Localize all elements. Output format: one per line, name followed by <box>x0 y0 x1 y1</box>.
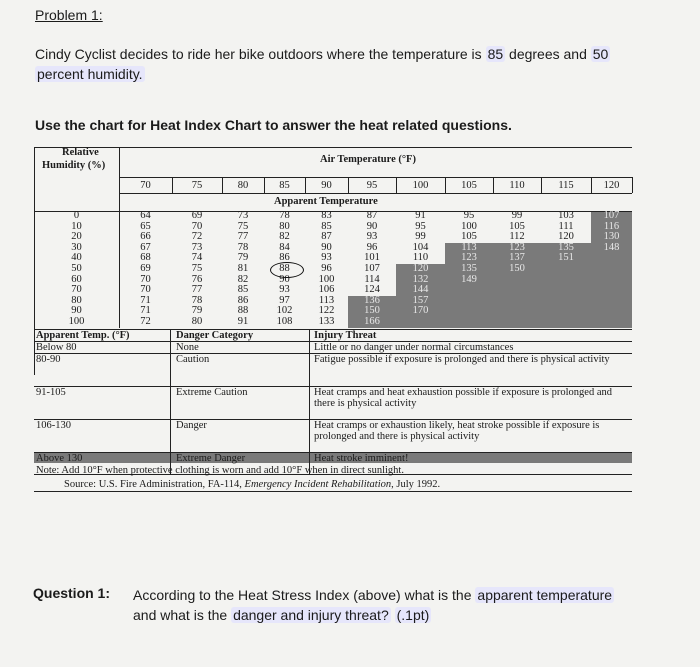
table-cell: 71 <box>140 294 151 306</box>
table-cell: 73 <box>237 210 249 221</box>
table-cell: 148 <box>603 241 620 253</box>
table-cell: 130 <box>603 231 620 243</box>
table-cell: 64 <box>140 210 151 221</box>
question-highlight-1: apparent temperature <box>477 587 613 603</box>
legend-header: Injury Threat <box>314 329 377 341</box>
legend-threat: Heat cramps or exhaustion likely, heat stroke possible if exposure is prolonged and there is physical activity <box>314 419 600 442</box>
table-cell: 93 <box>279 284 290 296</box>
table-cell: 86 <box>237 294 249 306</box>
table-cell: 87 <box>366 210 378 221</box>
table-cell: 93 <box>366 231 378 243</box>
legend-range: 91-105 <box>36 386 66 398</box>
question-points: (.1pt) <box>396 607 430 623</box>
column-header: 80 <box>237 180 249 191</box>
table-cell: 100 <box>461 220 477 232</box>
column-header: 100 <box>412 180 429 191</box>
table-cell: 88 <box>279 263 290 274</box>
table-cell: 166 <box>364 316 380 327</box>
column-header: 90 <box>321 180 332 191</box>
column-header: 95 <box>366 180 378 191</box>
grid-line <box>119 193 632 194</box>
question-part-1: According to the Heat Stress Index (above) what is the <box>133 587 476 603</box>
legend-range: Above 130 <box>36 452 83 464</box>
table-cell: 82 <box>237 273 249 285</box>
row-label: 10 <box>71 220 82 232</box>
table-cell: 122 <box>318 305 335 317</box>
chart-note: Note: Add 10°F when protective clothing is worn and add 10°F when in direct sunlight. <box>36 464 404 476</box>
annotation-circle <box>270 262 304 278</box>
legend-category: Extreme Caution <box>176 386 248 398</box>
table-cell: 76 <box>191 273 203 285</box>
question-label: Question 1: <box>33 585 111 601</box>
table-cell: 71 <box>140 305 151 317</box>
table-cell: 100 <box>318 273 335 285</box>
table-cell: 68 <box>140 252 151 264</box>
source-prefix: Source: U.S. Fire Administration, FA-114, <box>64 478 245 490</box>
table-cell: 114 <box>364 273 380 285</box>
table-cell: 95 <box>415 220 426 232</box>
table-cell: 105 <box>461 231 477 243</box>
intro-text-1: Cindy Cyclist decides to ride her bike outdoors where the temperature is <box>35 46 486 62</box>
table-cell: 78 <box>191 294 203 306</box>
column-header: 115 <box>558 180 574 191</box>
table-cell: 80 <box>279 220 290 232</box>
table-cell: 107 <box>364 263 380 274</box>
row-label: 0 <box>73 210 80 221</box>
table-cell: 120 <box>558 231 574 243</box>
legend-range: 80-90 <box>36 353 61 365</box>
table-cell: 112 <box>509 231 525 243</box>
table-cell: 77 <box>191 284 203 296</box>
table-cell: 75 <box>191 263 203 274</box>
column-header: 110 <box>509 180 525 191</box>
table-cell: 83 <box>321 210 332 221</box>
row-label: 30 <box>71 241 82 253</box>
table-cell: 69 <box>140 263 151 274</box>
question-part-2: and what is the <box>133 607 232 623</box>
legend-range: Below 80 <box>36 341 77 353</box>
table-cell: 97 <box>279 294 290 306</box>
grid-line <box>34 491 632 492</box>
legend-threat: Little or no danger under normal circumstances <box>314 341 514 353</box>
table-cell: 67 <box>140 241 151 253</box>
table-cell: 69 <box>191 210 203 221</box>
table-cell: 104 <box>412 241 429 253</box>
table-cell: 72 <box>140 316 151 327</box>
table-cell: 82 <box>279 231 290 243</box>
legend-header: Apparent Temp. (°F) <box>36 329 130 341</box>
table-cell: 123 <box>461 252 477 264</box>
row-label: 60 <box>71 273 82 285</box>
legend-category: Danger <box>176 419 207 431</box>
row-label: 70 <box>71 284 82 296</box>
table-cell: 135 <box>461 263 477 274</box>
grid-line <box>34 147 632 148</box>
table-cell: 136 <box>364 294 380 306</box>
legend-range: 106-130 <box>36 419 71 431</box>
table-cell: 72 <box>191 231 203 243</box>
table-cell: 144 <box>412 284 429 296</box>
table-cell: 66 <box>140 231 151 243</box>
table-cell: 157 <box>412 294 429 306</box>
source-title: Emergency Incident Rehabilitation <box>244 478 392 490</box>
table-cell: 84 <box>279 241 290 253</box>
rh-header: Relative <box>62 147 99 158</box>
table-cell: 78 <box>237 241 249 253</box>
table-cell: 150 <box>509 263 525 274</box>
table-cell: 87 <box>321 231 332 243</box>
column-header: 75 <box>191 180 203 191</box>
legend-header: Danger Category <box>176 329 254 341</box>
heat-index-chart <box>34 147 632 515</box>
legend-category: Extreme Danger <box>176 452 246 464</box>
row-label: 20 <box>71 231 82 243</box>
problem-intro <box>35 44 665 84</box>
table-cell: 123 <box>509 241 525 253</box>
question-highlight-2: danger and injury threat? <box>233 607 389 623</box>
column-header: 70 <box>140 180 151 191</box>
row-label: 100 <box>68 316 85 327</box>
table-cell: 86 <box>279 252 290 264</box>
legend-threat: Heat stroke imminent! <box>314 452 409 464</box>
table-cell: 150 <box>364 305 380 317</box>
table-cell: 77 <box>237 231 249 243</box>
source-suffix: , July 1992. <box>391 478 441 490</box>
table-cell: 170 <box>412 305 429 317</box>
table-cell: 74 <box>191 252 203 264</box>
table-cell: 93 <box>321 252 332 264</box>
row-label: 80 <box>71 294 82 306</box>
table-cell: 101 <box>364 252 380 264</box>
table-cell: 132 <box>412 273 429 285</box>
table-cell: 113 <box>318 294 335 306</box>
table-cell: 85 <box>321 220 332 232</box>
table-cell: 81 <box>237 263 249 274</box>
table-cell: 99 <box>415 231 426 243</box>
table-cell: 91 <box>415 210 426 221</box>
table-cell: 96 <box>366 241 378 253</box>
column-header: 105 <box>461 180 477 191</box>
intro-humidity: 50 <box>592 46 609 62</box>
table-cell: 79 <box>237 252 249 264</box>
table-cell: 107 <box>603 210 620 221</box>
table-cell: 85 <box>237 284 249 296</box>
table-cell: 137 <box>509 252 525 264</box>
table-cell: 133 <box>318 316 335 327</box>
table-cell: 90 <box>279 273 290 285</box>
temp-header: Air Temperature (°F) <box>320 154 416 165</box>
table-cell: 70 <box>140 273 151 285</box>
table-cell: 113 <box>461 241 477 253</box>
table-cell: 79 <box>191 305 203 317</box>
legend-category: None <box>176 341 199 353</box>
table-cell: 70 <box>191 220 203 232</box>
table-cell: 95 <box>463 210 475 221</box>
table-cell: 135 <box>558 241 574 253</box>
table-cell: 80 <box>191 316 203 327</box>
row-label: 90 <box>71 305 82 317</box>
table-cell: 78 <box>279 210 290 221</box>
grid-line <box>632 177 633 193</box>
table-cell: 103 <box>558 210 574 221</box>
table-cell: 90 <box>321 241 332 253</box>
problem-title: Problem 1: <box>35 7 103 23</box>
table-cell: 99 <box>511 210 523 221</box>
grid-line <box>119 177 632 178</box>
table-cell: 116 <box>603 220 620 232</box>
table-cell: 75 <box>237 220 249 232</box>
legend-threat: Heat cramps and heat exhaustion possible if exposure is prolonged and there is physical activity <box>314 386 613 409</box>
table-cell: 149 <box>461 273 477 285</box>
table-cell: 106 <box>318 284 335 296</box>
apparent-header: Apparent Temperature <box>274 196 378 207</box>
intro-temp: 85 <box>487 46 504 62</box>
table-cell: 120 <box>412 263 429 274</box>
table-cell: 110 <box>412 252 429 264</box>
question-text <box>133 585 673 625</box>
table-cell: 108 <box>276 316 293 327</box>
table-cell: 111 <box>558 220 574 232</box>
table-cell: 70 <box>140 284 151 296</box>
table-cell: 151 <box>558 252 574 264</box>
intro-text-2: degrees and <box>505 46 591 62</box>
table-cell: 73 <box>191 241 203 253</box>
chart-source <box>64 479 440 490</box>
instruction: Use the chart for Heat Index Chart to answer the heat related questions. <box>35 117 512 133</box>
table-cell: 88 <box>237 305 249 317</box>
table-cell: 105 <box>509 220 525 232</box>
legend-threat: Fatigue possible if exposure is prolonged and there is physical activity <box>314 353 610 365</box>
table-cell: 96 <box>321 263 332 274</box>
row-label: 50 <box>71 263 82 274</box>
table-cell: 65 <box>140 220 151 232</box>
table-cell: 102 <box>276 305 293 317</box>
legend-category: Caution <box>176 353 210 365</box>
table-cell: 124 <box>364 284 380 296</box>
column-header: 85 <box>279 180 290 191</box>
row-label: 40 <box>71 252 82 264</box>
table-cell: 91 <box>237 316 249 327</box>
column-header: 120 <box>603 180 620 191</box>
table-cell: 90 <box>366 220 378 232</box>
intro-text-3: percent humidity. <box>37 66 143 82</box>
rh-header: Humidity (%) <box>42 160 106 171</box>
